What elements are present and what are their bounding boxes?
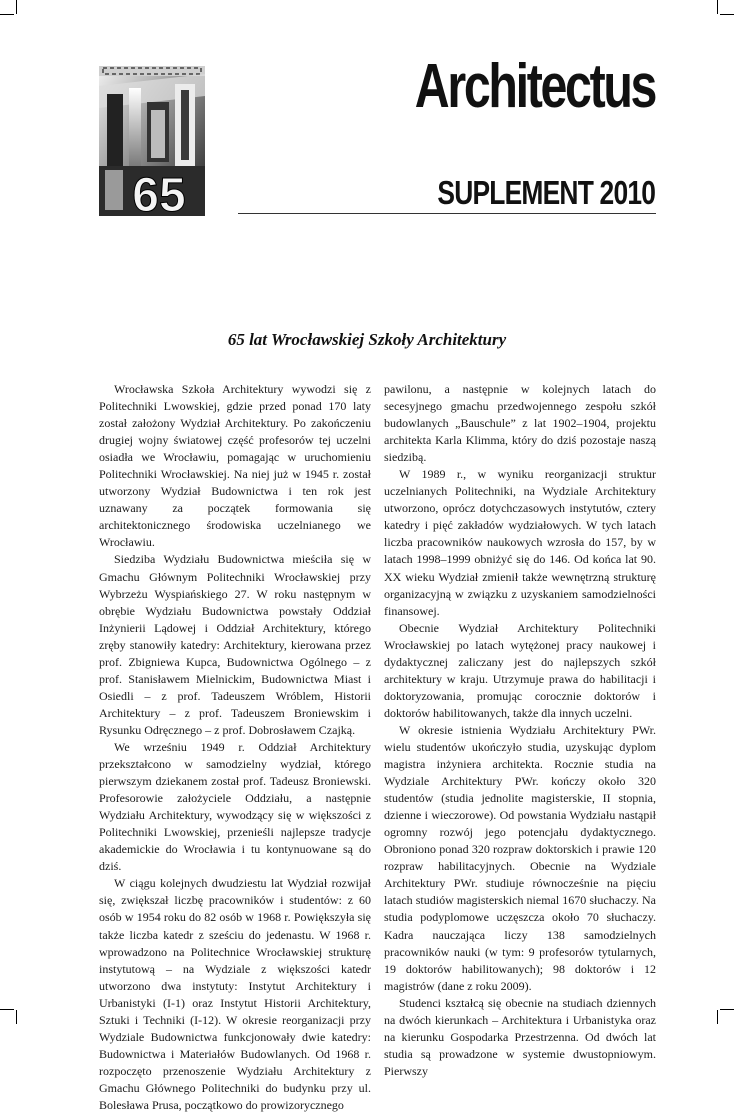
paragraph: W okresie istnienia Wydziału Architektury PWr. wielu studentów ukończyło studia, uzyskując dyplom magistra inżyniera architekta. Rocznie studia na Wydziale Architektury PWr. kończy około 320 studentów (studia jednolite magisterskie, II stopnia, dzienne i wieczorowe). Od powstania Wydziału nastąpił ogromny rozwój jego potencjału dydaktycznego. Obroniono ponad 320 rozpraw doktorskich i prawie 120 rozpraw habilitacyjnych. Obecnie na Wydziale Architektury PWr. studiuje równocześnie na pięciu latach studiów magisterskich niemal 1670 słuchaczy. Na studia podyplomowe uczęszcza około 70 słuchaczy. Kadra nauczająca liczy 138 samodzielnych pracowników nauki (w tym: 9 profesorów tytularnych, 19 doktorów habilitowanych); 98 doktorów i 12 magistrów (dane z roku 2009). [384, 722, 656, 993]
header-rule [238, 213, 656, 214]
paragraph: Siedziba Wydziału Budownictwa mieściła się w Gmachu Głównym Politechniki Wrocławskiej przy Wybrzeżu Wyspiańskiego 27. W roku następnym w obrębie Wydziału Budownictwa powstały Oddział Inżynierii Lądowej i Oddział Architektury, którego zręby stanowiły katedry: Architektury, kierowana przez prof. Zbigniewa Kupca, Budownictwa Ogólnego – z prof. Stanisławem Mielnickim, Budownictwa Miast i Osiedli – z prof. Tadeuszem Wróblem, Historii Architektury – z prof. Tadeuszem Broniewskim i Rysunku Odręcznego – z prof. Dobrosławem Czajką. [99, 552, 371, 737]
paragraph: Studenci kształcą się obecnie na studiach dziennych na dwóch kierunkach – Architektura i Urbanistyka oraz na kierunku Gospodarka Przestrzenna. Od dwóch lat studia są prowadzone w systemie dwustopniowym. Pierwszy [384, 995, 656, 1078]
paragraph: W 1989 r., w wyniku reorganizacji struktur uczelnianych Politechniki, na Wydziale Architektury utworzono, oprócz dotychczasowych instytutów, cztery katedry i pięć zakładów wydziałowych. W tych latach liczba pracowników naukowych wzrosła do 157, by w latach 1998–1999 obniżyć się do 146. Od końca lat 90. XX wieku Wydział zmienił także wewnętrzną strukturę organizacyjną w związku z uzyskaniem samodzielności finansowej. [384, 467, 656, 618]
paragraph: pawilonu, a następnie w kolejnych latach do secesyjnego gmachu przedwojennego zespołu szkół budowlanych „Bauschule” z lat 1902–1904, projektu architekta Karla Klimma, który do dziś pozostaje naszą siedzibą. [384, 382, 656, 465]
crop-mark [717, 1010, 718, 1024]
journal-title: Architectus [414, 52, 655, 121]
article-title: 65 lat Wrocławskiej Szkoły Architektury [227, 330, 507, 349]
crop-mark [16, 1010, 17, 1024]
text-column-left [99, 381, 371, 1114]
paragraph: Wrocławska Szkoła Architektury wywodzi się z Politechniki Lwowskiej, gdzie przed ponad 170 laty został założony Wydział Architektury. Po zakończeniu drugiej wojny światowej część profesorów tej uczelni osiadła we Wrocławiu, pomagając w uruchomieniu Politechniki Wrocławskiej. Na niej już w 1945 r. został utworzony Wydział Budownictwa i ten rok jest uznawany za początek formowania się architektonicznego środowiska uczelnianego we Wrocławiu. [99, 382, 371, 550]
logo-number: 65 [132, 169, 186, 216]
crop-mark [720, 14, 734, 15]
crop-mark [717, 0, 718, 14]
journal-logo [99, 66, 205, 216]
supplement-label: SUPLEMENT 2010 [437, 174, 655, 211]
text-column-right [384, 381, 656, 1080]
paragraph: W ciągu kolejnych dwudziestu lat Wydział rozwijał się, zwiększał liczbę pracowników i studentów: z 60 osób w 1954 roku do 82 osób w 1968 r. Powiększyła się także liczba katedr z sześciu do jedenastu. W 1968 r. wprowadzono na Politechnice Wrocławskiej strukturę instytutową – na Wydziale z większości katedr utworzono dwa instytuty: Instytut Architektury i Urbanistyki (I-1) oraz Instytut Historii Architektury, Sztuki i Techniki (I-12). W okresie reorganizacji przy Wydziale Budownictwa funkcjonowały dwie katedry: Budownictwa i Materiałów Budowlanych. Od 1968 r. rozpoczęto przenoszenie Wydziału Architektury z Gmachu Głównego Politechniki do budynku przy ul. Bolesława Prusa, początkowo do prowizorycznego [99, 876, 371, 1112]
crop-mark [0, 1009, 14, 1010]
crop-mark [0, 14, 14, 15]
crop-mark [720, 1009, 734, 1010]
paragraph: We wrześniu 1949 r. Oddział Architektury przekształcono w samodzielny wydział, którego pierwszym dziekanem został prof. Tadeusz Broniewski. Profesorowie założyciele Oddziału, a następnie Wydziału Architektury, wywodzący się w większości z Politechniki Lwowskiej, przenieśli najlepsze tradycje akademickie do Wrocławia i tu kontynuowane są do dziś. [99, 739, 371, 874]
crop-mark [16, 0, 17, 14]
paragraph: Obecnie Wydział Architektury Politechniki Wrocławskiej po latach wytężonej pracy naukowej i dydaktycznej zaliczany jest do najlepszych szkół architektury w kraju. Utrzymuje prawa do habilitacji i doktoryzowania, promując corocznie doktorów i doktorów habilitowanych, także dla innych uczelni. [384, 620, 656, 720]
